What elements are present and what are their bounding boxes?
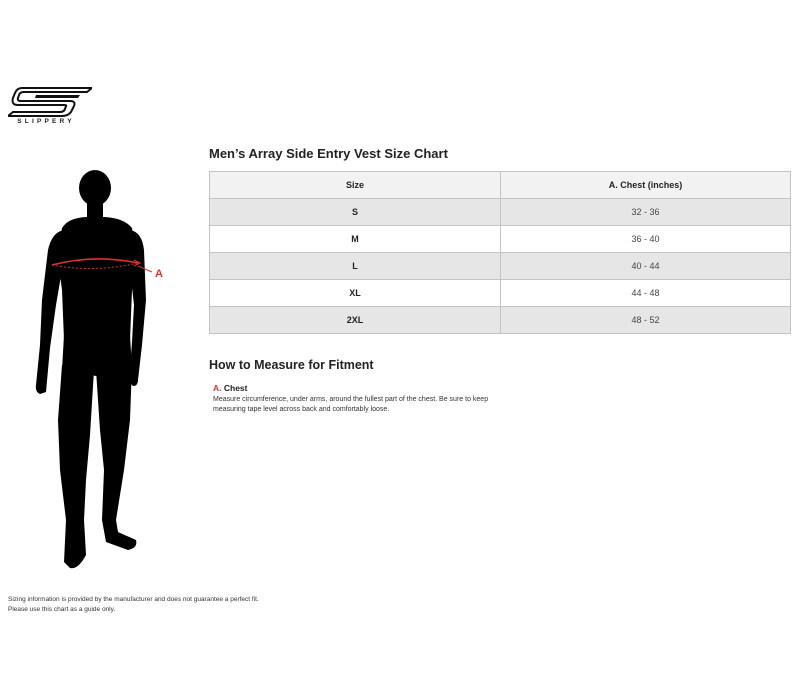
brand-name: SLIPPERY <box>17 118 75 125</box>
slippery-logo-icon <box>8 86 92 118</box>
disclaimer <box>8 595 308 614</box>
disclaimer-line-2: Please use this chart as a guide only. <box>8 605 116 613</box>
table-row <box>210 199 791 226</box>
chest-letter: A. <box>213 383 222 393</box>
chest-cell: 32 - 36 <box>501 199 791 226</box>
size-cell: S <box>210 199 501 226</box>
chest-measure-description: Measure circumference, under arms, around the fullest part of the chest. Be sure to keep measuring tape level across back and comfortably loose. <box>213 396 489 413</box>
chest-name: Chest <box>223 383 248 393</box>
measure-section-title: How to Measure for Fitment <box>209 358 374 372</box>
body-figure <box>28 170 173 575</box>
chest-cell: 36 - 40 <box>501 226 791 253</box>
size-cell: 2XL <box>210 307 501 334</box>
chest-measure-label <box>213 383 248 393</box>
table-row <box>210 253 791 280</box>
disclaimer-line-1: Sizing information is provided by the manufacturer and does not guarantee a perfect fit. <box>8 596 259 603</box>
chest-column-header: A. Chest (inches) <box>501 172 791 199</box>
human-silhouette-icon <box>28 170 173 575</box>
size-cell: XL <box>210 280 501 307</box>
chest-cell: 44 - 48 <box>501 280 791 307</box>
chest-cell: 40 - 44 <box>501 253 791 280</box>
chart-title: Men’s Array Side Entry Vest Size Chart <box>209 146 448 161</box>
table-row <box>210 226 791 253</box>
size-cell: L <box>210 253 501 280</box>
size-column-header: Size <box>210 172 501 199</box>
chest-cell: 48 - 52 <box>501 307 791 334</box>
size-table <box>209 171 791 334</box>
size-cell: M <box>210 226 501 253</box>
table-row <box>210 307 791 334</box>
chest-marker: A <box>155 268 163 280</box>
table-row <box>210 280 791 307</box>
table-header-row <box>210 172 791 199</box>
